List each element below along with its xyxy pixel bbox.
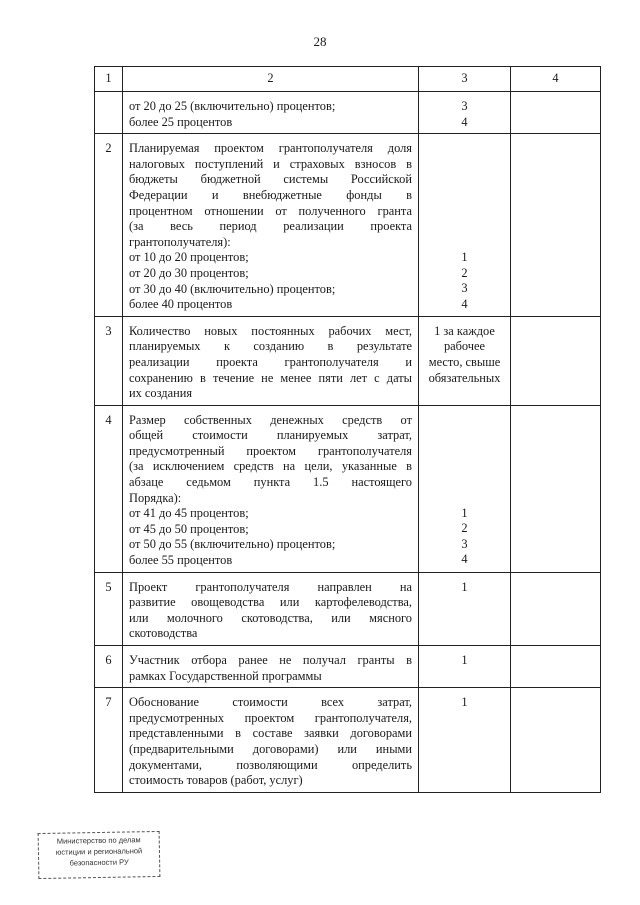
description-line: реализации проекта грантополучателя и	[129, 354, 412, 369]
column-header: 4	[511, 67, 601, 92]
empty-cell	[511, 572, 601, 645]
row-score	[419, 688, 511, 793]
description-line: от 30 до 40 (включительно) процентов;	[129, 281, 336, 296]
description-line: предусмотренных проектом грантополучателя,	[129, 710, 412, 725]
score-spacer	[421, 141, 508, 250]
description-line: от 45 до 50 процентов;	[129, 521, 249, 536]
row-score	[419, 646, 511, 688]
description-line: сохранению в течение не менее пяти лет с даты	[129, 370, 412, 385]
row-number: 4	[95, 405, 123, 572]
table-row	[95, 572, 601, 645]
row-description	[123, 405, 419, 572]
description-line: Участник отбора ранее не получал гранты в	[129, 653, 412, 667]
score-value: 1	[461, 505, 468, 520]
table-row	[95, 316, 601, 405]
table-row	[95, 646, 601, 688]
score-text-line: место, свыше	[428, 354, 501, 369]
table-header-row	[95, 67, 601, 92]
description-line: от 10 до 20 процентов;	[129, 250, 249, 265]
score-value: 3	[461, 99, 468, 113]
row-description	[123, 688, 419, 793]
table-row	[95, 405, 601, 572]
description-line: более 55 процентов	[129, 553, 233, 568]
description-line: бюджеты бюджетной системы Российской	[129, 172, 412, 187]
description-line: (за весь период реализации проекта	[129, 219, 412, 234]
description-line: общей стоимости планируемых затрат,	[129, 428, 412, 443]
row-number: 7	[95, 688, 123, 793]
score-value: 1	[461, 653, 468, 667]
score-value: 2	[461, 265, 468, 280]
row-score	[419, 92, 511, 134]
row-description	[123, 316, 419, 405]
score-value: 3	[461, 281, 468, 296]
stamp-line: Министерство по делам	[56, 835, 141, 846]
description-line: Планируемая проектом грантополучателя доля	[129, 141, 412, 156]
row-number: 6	[95, 646, 123, 688]
score-value: 4	[461, 296, 468, 311]
row-score	[419, 572, 511, 645]
score-text-line: рабочее	[443, 339, 486, 354]
page-number: 28	[313, 34, 327, 49]
row-score	[419, 405, 511, 572]
description-line: их создания	[129, 386, 193, 401]
score-value: 2	[461, 521, 468, 536]
description-line: более 25 процентов	[129, 114, 233, 129]
column-header: 3	[419, 67, 511, 92]
empty-cell	[511, 316, 601, 405]
table-row	[95, 134, 601, 317]
empty-cell	[511, 646, 601, 688]
description-line: (предварительными договорами) или иными	[129, 741, 412, 756]
column-header: 1	[95, 67, 123, 92]
table-row	[95, 688, 601, 793]
description-line: представленными в составе заявки договорами	[129, 726, 412, 741]
stamp-line: безопасности РУ	[69, 857, 129, 868]
row-description	[123, 572, 419, 645]
description-line: процентном отношении от полученного гранта	[129, 203, 412, 218]
row-score	[419, 316, 511, 405]
score-spacer	[421, 413, 508, 506]
description-line: от 50 до 55 (включительно) процентов;	[129, 537, 336, 552]
empty-cell	[511, 405, 601, 572]
description-line: Обоснование стоимости всех затрат,	[129, 695, 412, 710]
score-text-line: 1 за каждое	[434, 323, 495, 338]
score-value: 3	[461, 536, 468, 551]
table-row	[95, 92, 601, 134]
description-line: (за исключением средств на цели, указанные в	[129, 459, 412, 474]
description-line: от 20 до 25 (включительно) процентов;	[129, 99, 336, 113]
score-value: 1	[461, 250, 468, 265]
criteria-table	[94, 66, 601, 793]
row-number: 5	[95, 572, 123, 645]
description-line: предусмотренный проектом грантополучателя	[129, 443, 412, 458]
description-line: от 41 до 45 процентов;	[129, 506, 249, 521]
stamp-line: юстиции и региональной	[55, 846, 143, 857]
row-score	[419, 134, 511, 317]
registration-stamp	[38, 831, 161, 879]
description-line: Количество новых постоянных рабочих мест,	[129, 323, 412, 338]
score-value: 4	[461, 552, 468, 567]
empty-cell	[511, 134, 601, 317]
description-line: рамках Государственной программы	[129, 668, 322, 683]
row-number: 3	[95, 316, 123, 405]
score-value: 1	[461, 695, 468, 710]
row-description	[123, 646, 419, 688]
description-line: абзаце седьмом пункта 1.5 настоящего	[129, 475, 412, 490]
row-description	[123, 92, 419, 134]
description-line: более 40 процентов	[129, 297, 233, 312]
description-line: Проект грантополучателя направлен на	[129, 579, 412, 594]
description-line: планируемых к созданию в результате	[129, 339, 412, 354]
description-line: от 20 до 30 процентов;	[129, 265, 249, 280]
description-line: Федерации и внебюджетные фонды в	[129, 187, 412, 202]
row-number	[95, 92, 123, 134]
row-number: 2	[95, 134, 123, 317]
description-line: или молочного скотоводства, или мясного	[129, 610, 412, 625]
description-line: Размер собственных денежных средств от	[129, 412, 412, 427]
description-line: скотоводства	[129, 626, 198, 641]
description-line: документами, позволяющими определить	[129, 757, 412, 772]
score-text-line: обязательных	[428, 370, 501, 385]
empty-cell	[511, 92, 601, 134]
score-value: 4	[461, 114, 468, 129]
description-line: развитие овощеводства или картофелеводства,	[129, 595, 412, 610]
description-line: налоговых поступлений и страховых взносов в	[129, 156, 412, 171]
description-line: грантополучателя):	[129, 234, 231, 249]
description-line: Порядка):	[129, 490, 182, 505]
row-description	[123, 134, 419, 317]
empty-cell	[511, 688, 601, 793]
column-header: 2	[123, 67, 419, 92]
score-value: 1	[461, 579, 468, 594]
description-line: стоимость товаров (работ, услуг)	[129, 773, 303, 788]
